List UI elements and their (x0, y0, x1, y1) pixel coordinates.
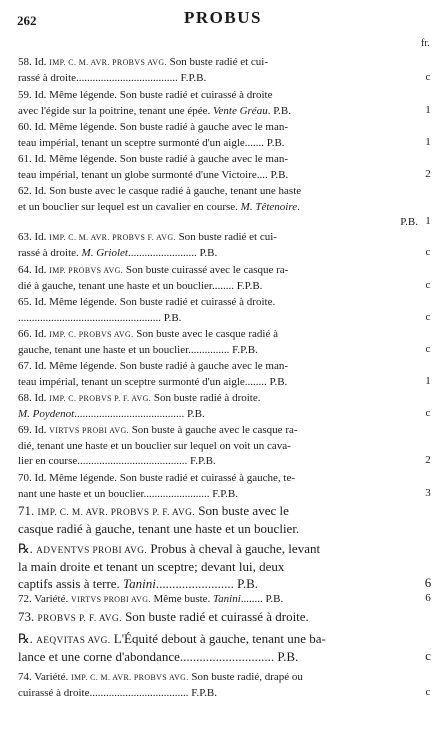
entry-text: Son buste radié, drapé ou (188, 671, 303, 683)
entry-text: la main droite et tenant un sceptre; devant lui, deux (18, 558, 285, 574)
rarity-mark: 6 (425, 592, 431, 604)
catalogue-entry (18, 391, 418, 422)
entry-text: 73. (18, 609, 38, 624)
entry-line (18, 540, 418, 558)
entry-text: teau impérial, tenant un sceptre surmonté d'un aigle....... P.B. (18, 136, 285, 149)
entry-line (18, 230, 418, 246)
entry-text: Même buste. (150, 593, 214, 605)
catalogue-entry (18, 295, 418, 326)
entry-line (18, 592, 418, 608)
catalogue-entry (18, 423, 418, 470)
rarity-mark: 1 (425, 135, 431, 148)
entry-line (18, 168, 418, 184)
catalogue-entry (18, 630, 418, 665)
catalogue-entry (18, 230, 418, 261)
entry-line (18, 502, 418, 520)
collection-name: M. Poydenot (18, 407, 75, 420)
entry-text: rassé à droite..................................... (18, 71, 181, 84)
entry-text: Probus à cheval à gauche, levant (147, 541, 321, 556)
entry-text: ℞. (18, 631, 37, 646)
entry-line (18, 152, 418, 168)
entry-text: lance et une corne d'abondance............................. P.B. (18, 648, 299, 664)
entry-line (18, 343, 418, 359)
rarity-mark: 6 (424, 575, 432, 590)
entry-line (18, 407, 418, 423)
rarity-mark: c (425, 310, 431, 323)
entry-line (18, 359, 418, 375)
entry-line (18, 575, 418, 593)
entry-line (18, 686, 418, 702)
entry-line (18, 520, 418, 538)
rarity-mark: 2 (425, 167, 431, 180)
rarity-mark: 1 (425, 215, 431, 228)
collection-name: Vente Gréau (213, 104, 268, 117)
catalogue-entry (18, 263, 418, 294)
entry-line (18, 55, 418, 71)
coin-legend: PROBVS P. F. AVG. (37, 614, 122, 624)
entry-text: gauche, tenant une haste et un bouclier............... F.P.B. (18, 343, 258, 356)
entry-text: 66. Id. (18, 328, 50, 340)
entry-line (18, 184, 418, 200)
entry-line (18, 630, 418, 648)
coin-legend: IMP. C. M. AVR. PROBVS F. AVG. (49, 233, 176, 242)
rarity-mark: 2 (425, 454, 431, 467)
entry-line (18, 608, 418, 626)
rarity-mark: 1 (425, 374, 431, 387)
entry-text: casque radié à gauche, tenant une haste et un bouclier. (18, 520, 300, 536)
catalogue-entry (18, 502, 418, 537)
entry-text: 70. Id. Même légende. Son buste radié et cuirassé à gauche, te- (18, 472, 296, 484)
entry-line (18, 558, 418, 576)
catalogue-entry (18, 359, 418, 390)
entry-text: teau impérial, tenant un sceptre surmonté d'un aigle........ P.B. (18, 375, 288, 388)
entry-line (18, 375, 418, 391)
rarity-column-label: fr. (421, 38, 430, 49)
collection-name: M. Griolet (81, 246, 128, 259)
entry-text: Son buste à gauche avec le casque ra- (128, 424, 298, 436)
entry-text: Son buste avec le casque radié à (133, 328, 278, 340)
rarity-mark: 1 (425, 103, 431, 116)
entry-text: Son buste avec le (195, 503, 289, 518)
rarity-mark: c (425, 406, 431, 419)
coin-legend: AEQVITAS AVG. (36, 636, 111, 646)
rarity-mark: c (425, 245, 431, 258)
entry-line (18, 471, 418, 487)
entry-text: Son buste radié et cui- (175, 231, 277, 243)
entry-line (18, 454, 418, 470)
entry-line (18, 311, 418, 327)
entry-text: 63. Id. (18, 231, 50, 243)
entry-text: et un bouclier sur lequel est un cavalier en course. (18, 200, 241, 213)
catalogue-entry (18, 55, 418, 86)
entry-line (18, 215, 418, 231)
entry-text: cuirassé à droite.................................... F.P.B. (18, 686, 217, 699)
entry-line (18, 246, 418, 262)
entry-text: rassé à droite. (18, 246, 82, 259)
coin-legend: VIRTVS PROBI AVG. (49, 426, 129, 435)
coin-legend: IMP. C. M. AVR. PROBVS P. F. AVG. (37, 508, 196, 518)
entry-text: ......................... P.B. (127, 246, 218, 259)
entry-line (18, 648, 418, 666)
catalogue-entry (18, 152, 418, 183)
entry-text: 71. (18, 503, 38, 518)
catalogue-entry (18, 471, 418, 502)
entry-text: ℞. (18, 541, 37, 556)
coin-legend: IMP. C. PROBVS AVG. (49, 330, 134, 339)
entry-text: 60. Id. Même légende. Son buste radié à gauche avec le man- (18, 121, 289, 133)
catalogue-entry (18, 120, 418, 151)
entry-line (18, 487, 418, 503)
collection-name: M. Têtenoire (240, 200, 298, 213)
catalogue-entry (18, 670, 418, 701)
entry-text: 65. Id. Même légende. Son buste radié et cuirassé à droite. (18, 296, 276, 308)
entry-line (18, 439, 418, 455)
entry-text: 61. Id. Même légende. Son buste radié à gauche avec le man- (18, 153, 289, 165)
entry-line (18, 120, 418, 136)
entry-text: Son buste radié et cui- (166, 56, 269, 68)
entry-line (18, 136, 418, 152)
entry-text: 62. Id. Son buste avec le casque radié à gauche, tenant une haste (18, 185, 302, 197)
entry-line (18, 670, 418, 686)
entry-text: ........................ P.B. (155, 576, 259, 591)
rarity-mark: c (425, 70, 431, 83)
entry-text: P.B. (400, 216, 418, 229)
rarity-mark: c (425, 685, 431, 698)
entry-text: 59. Id. Même légende. Son buste radié et cuirassé à droite (18, 89, 273, 101)
rarity-mark: c (425, 342, 431, 355)
entry-text: 72. Variété. (18, 593, 71, 605)
coin-legend: IMP. PROBVS AVG. (49, 266, 124, 275)
coin-legend: VIRTVS PROBI AVG. (70, 595, 151, 604)
entry-text: lier en course........................................ F.P.B. (18, 455, 216, 468)
collection-name: Tanini (213, 593, 241, 605)
entry-text: 67. Id. Même légende. Son buste radié à gauche avec le man- (18, 360, 289, 372)
entry-line (18, 391, 418, 407)
rarity-mark: c (425, 647, 431, 663)
entry-text: Son buste radié à droite. (151, 392, 261, 404)
entry-text: captifs assis à terre. (18, 576, 124, 591)
coin-legend: IMP. C. PROBVS P. F. AVG. (49, 394, 152, 403)
entry-text: . P.B. (267, 104, 291, 117)
entry-line (18, 104, 418, 120)
page-number: 262 (17, 13, 37, 28)
coin-legend: IMP. C. M. AVR. PROBVS AVG. (49, 58, 167, 67)
entry-text: F.P.B. (180, 71, 207, 84)
entry-text: nant une haste et un bouclier........................ F.P.B. (18, 487, 239, 500)
coin-legend: ADVENTVS PROBI AVG. (36, 546, 148, 556)
entry-text: ........................................ P.B. (74, 407, 205, 420)
entry-text: ........ P.B. (240, 593, 284, 605)
catalogue-entry (18, 540, 418, 593)
entry-line (18, 263, 418, 279)
entry-line (18, 200, 418, 216)
catalogue-entry (18, 592, 418, 608)
rarity-mark: c (425, 278, 431, 291)
entry-line (18, 279, 418, 295)
entry-text: Son buste radié et cuirassé à droite. (121, 609, 309, 624)
entry-text: Son buste cuirassé avec le casque ra- (123, 264, 289, 276)
entry-text: 68. Id. (18, 392, 50, 404)
entry-text: L'Équité debout à gauche, tenant une ba- (110, 631, 326, 646)
entry-text: 58. Id. (18, 56, 50, 68)
entry-text: avec l'égide sur la poitrine, tenant une épée. (18, 104, 214, 117)
entry-line (18, 327, 418, 343)
entry-line (18, 423, 418, 439)
catalogue-entry (18, 88, 418, 119)
catalogue-entry (18, 184, 418, 231)
entry-text: 64. Id. (18, 264, 50, 276)
entry-text: teau impérial, tenant un globe surmonté d'une Victoire.... P.B. (18, 168, 289, 181)
entry-text: .................................................... P.B. (18, 311, 182, 324)
entry-text: dié à gauche, tenant une haste et un bouclier........ F.P.B. (18, 279, 263, 292)
entry-text: 74. Variété. (18, 671, 71, 683)
collection-name: Tanini (123, 576, 156, 591)
catalogue-entry (18, 608, 418, 626)
entry-line (18, 88, 418, 104)
entry-text: dié, tenant une haste et un bouclier sur lequel on voit un cava- (18, 439, 291, 452)
rarity-mark: 3 (425, 486, 431, 499)
entry-text: 69. Id. (18, 424, 50, 436)
page-title: PROBUS (184, 8, 262, 27)
entry-text: . (297, 200, 300, 213)
entry-line (18, 295, 418, 311)
coin-legend: IMP. C. M. AVR. PROBVS AVG. (70, 673, 189, 682)
catalogue-entry (18, 327, 418, 358)
entry-line (18, 71, 418, 87)
